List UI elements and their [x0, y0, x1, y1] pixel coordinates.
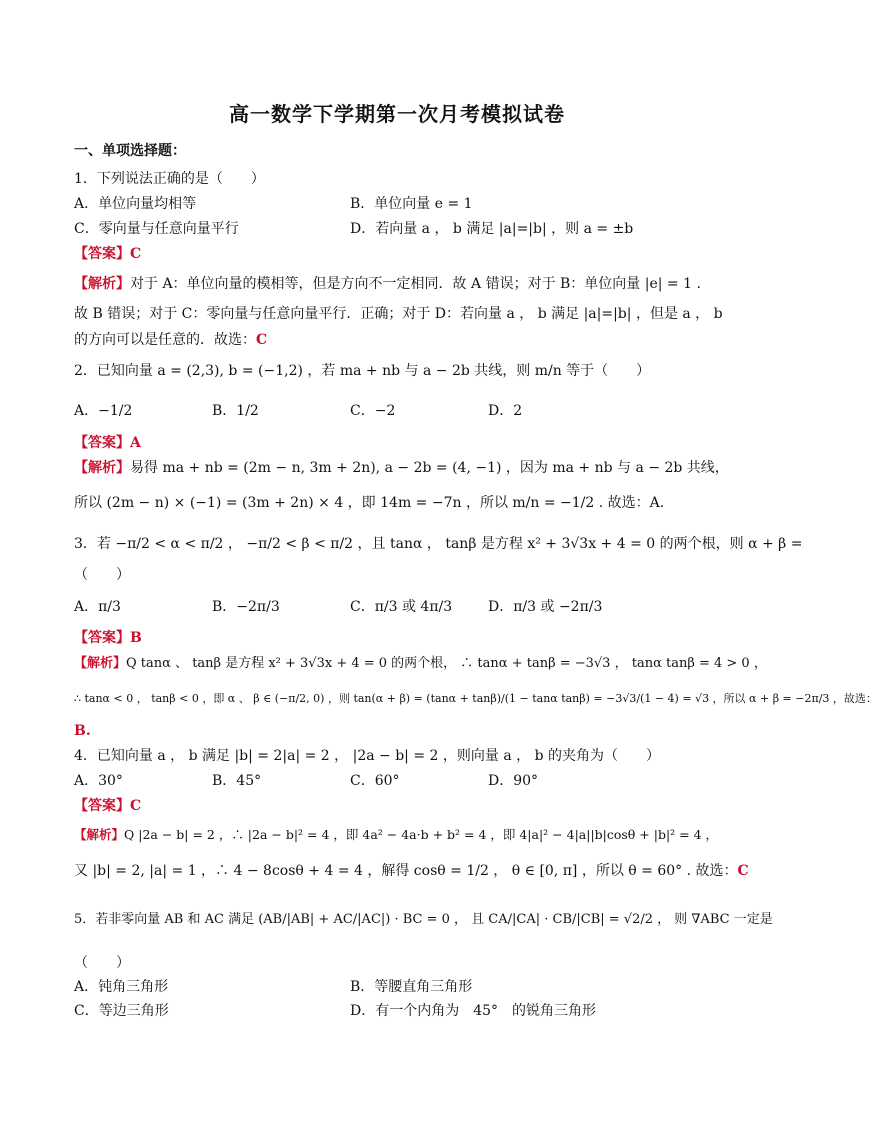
q2-option-b: B．1/2: [212, 403, 259, 419]
q1-analysis-3: [74, 331, 267, 349]
q4-analysis-2: [74, 862, 749, 880]
q2-analysis-1: [74, 459, 729, 477]
q3-option-d: D．π/3 或 −2π/3: [488, 599, 603, 615]
q4-stem: 4．已知向量 a ， b 满足 |b| = 2|a| = 2 ， |2a − b| = 2 ，则向量 a ， b 的夹角为（ ）: [74, 748, 660, 764]
analysis-label: 【解析】: [74, 656, 127, 671]
analysis-label: 【解析】: [74, 827, 125, 842]
analysis-label: 【解析】: [74, 276, 130, 292]
analysis-text: Q tanα 、 tanβ 是方程 x² + 3√3x + 4 = 0 的两个根， ∴ tanα + tanβ = −3√3 ， tanα tanβ = 4 > 0 ，: [126, 656, 767, 671]
answer-label: 【答案】: [74, 246, 130, 262]
q5-option-c: C．等边三角形: [74, 1003, 169, 1019]
q3-analysis-1: [74, 655, 767, 673]
q3-stem: 3．若 −π/2 < α < π/2 ， −π/2 < β < π/2 ，且 tanα ， tanβ 是方程 x² + 3√3x + 4 = 0 的两个根，则 α + β =: [74, 536, 803, 552]
q1-analysis-2: 故 B 错误；对于 C：零向量与任意向量平行．正确；对于 D：若向量 a ， b 满足 |a|=|b| ，但是 a ， b: [74, 306, 723, 322]
q4-option-c: C．60°: [350, 773, 400, 789]
q5-option-b: B．等腰直角三角形: [350, 979, 473, 995]
q2-analysis-2: 所以 (2m − n) × (−1) = (3m + 2n) × 4 ，即 14m = −7n ，所以 m/n = −1/2 . 故选：A.: [74, 495, 665, 511]
answer-value: C: [130, 246, 142, 262]
q2-option-c: C．−2: [350, 403, 396, 419]
q5-option-d: D．有一个内角为 45° 的锐角三角形: [350, 1003, 597, 1019]
q1-option-c: C．零向量与任意向量平行: [74, 221, 239, 237]
q2-answer: [74, 434, 141, 452]
answer-label: 【答案】: [74, 435, 130, 451]
q1-analysis-1: [74, 275, 701, 293]
q1-stem: 1．下列说法正确的是（ ）: [74, 171, 265, 187]
analysis-text: 对于 A：单位向量的模相等，但是方向不一定相同．故 A 错误；对于 B：单位向量 |e| = 1 .: [130, 276, 701, 292]
q5-stem-paren: （ ）: [74, 955, 130, 971]
answer-label: 【答案】: [74, 630, 130, 646]
q4-analysis-1: [74, 826, 718, 844]
q2-option-d: D．2: [488, 403, 523, 419]
answer-label: 【答案】: [74, 798, 130, 814]
q5-stem: 5．若非零向量 AB 和 AC 满足 (AB/|AB| + AC/|AC|) · BC = 0 ， 且 CA/|CA| · CB/|CB| = √2/2 ， 则 ∇ABC 一定是: [74, 912, 773, 927]
analysis-text: 又 |b| = 2, |a| = 1 ，∴ 4 − 8cosθ + 4 = 4 ，解得 cosθ = 1/2 ， θ ∈ [0, π] ，所以 θ = 60° . 故选：: [74, 863, 738, 879]
q1-answer: [74, 245, 141, 263]
q3-analysis-3: B.: [74, 723, 91, 739]
q4-answer: [74, 797, 141, 815]
q4-option-b: B．45°: [212, 773, 262, 789]
q3-answer: [74, 629, 142, 647]
q1-option-b: B．单位向量 e = 1: [350, 196, 473, 212]
q3-option-b: B．−2π/3: [212, 599, 280, 615]
analysis-text: Q |2a − b| = 2 ，∴ |2a − b|² = 4 ，即 4a² − 4a·b + b² = 4 ，即 4|a|² − 4|a||b|cosθ + |b|² = 4 ，: [124, 827, 719, 842]
analysis-label: 【解析】: [74, 460, 130, 476]
q3-option-a: A．π/3: [74, 599, 121, 615]
q1-option-a: A．单位向量均相等: [74, 196, 197, 212]
q2-stem: 2．已知向量 a = (2,3), b = (−1,2) ，若 ma + nb 与 a − 2b 共线，则 m/n 等于（ ）: [74, 363, 651, 379]
q4-option-a: A．30°: [74, 773, 123, 789]
q5-option-a: A．钝角三角形: [74, 979, 169, 995]
answer-value: B: [130, 630, 142, 646]
page-title: 高一数学下学期第一次月考模拟试卷: [229, 102, 565, 126]
analysis-text: 易得 ma + nb = (2m − n, 3m + 2n), a − 2b = (4, −1) ，因为 ma + nb 与 a − 2b 共线，: [130, 460, 729, 476]
q4-option-d: D．90°: [488, 773, 539, 789]
q3-stem-paren: （ ）: [74, 567, 130, 583]
answer-value: C: [130, 798, 142, 814]
analysis-choice: C: [256, 332, 268, 348]
analysis-text: 的方向可以是任意的．故选：: [74, 332, 256, 348]
analysis-choice: C: [737, 863, 749, 879]
answer-value: A: [130, 435, 141, 451]
q1-option-d: D．若向量 a ， b 满足 |a|=|b| ，则 a = ±b: [350, 221, 634, 237]
q2-option-a: A．−1/2: [74, 403, 133, 419]
q3-option-c: C．π/3 或 4π/3: [350, 599, 453, 615]
section-heading: 一、单项选择题：: [74, 143, 186, 159]
q3-analysis-2: ∴ tanα < 0 ， tanβ < 0 ，即 α 、 β ∈ (−π/2, 0) ，则 tan(α + β) = (tanα + tanβ)/(1 − tanα tanβ) = −3√3/(1 − 4) = √3 ，所以 α + β = −2π/3 ，故选：: [74, 692, 877, 705]
